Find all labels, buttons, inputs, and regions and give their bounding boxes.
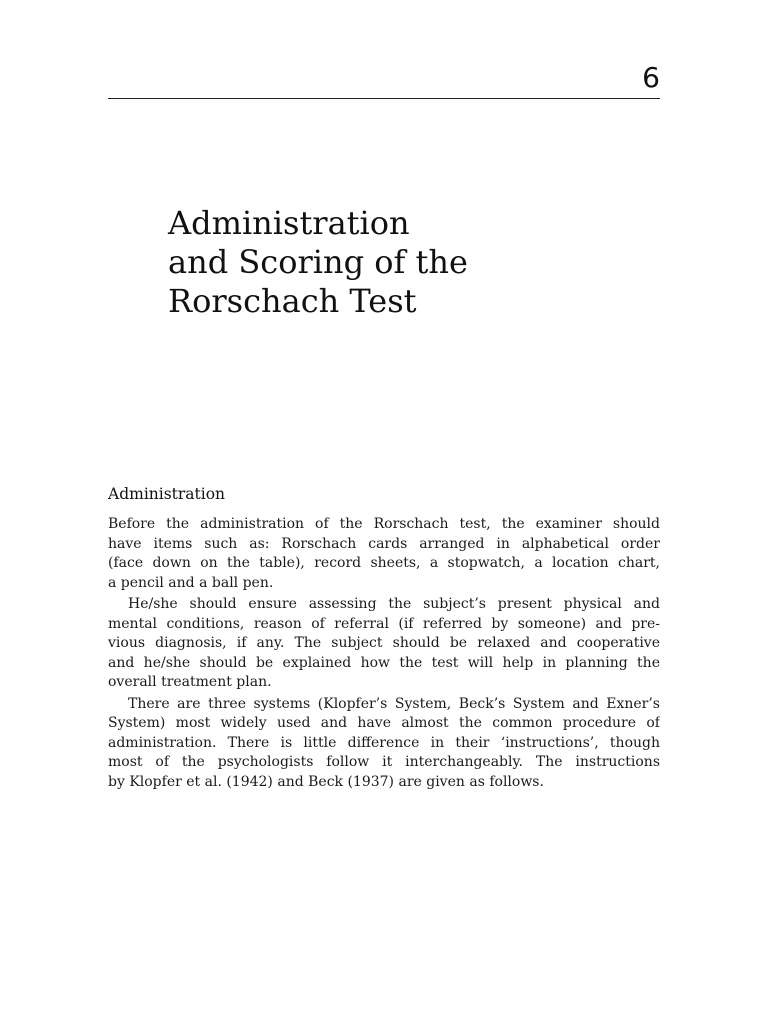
text-line: and he/she should be explained how the test will help in planning the: [108, 654, 660, 671]
text-line: a pencil and a ball pen.: [108, 574, 274, 591]
text-line: vious diagnosis, if any. The subject should be relaxed and cooperative: [108, 635, 660, 651]
text-line: (face down on the table), record sheets, a stopwatch, a location chart,: [108, 555, 660, 571]
text-line: System) most widely used and have almost the common procedure of: [108, 715, 660, 731]
paragraph: [108, 695, 660, 793]
paragraph: [108, 595, 660, 693]
header-rule: [108, 98, 660, 99]
paragraph: [108, 515, 660, 593]
chapter-title: [168, 204, 588, 321]
text-line: overall treatment plan.: [108, 674, 272, 690]
text-line: Before the administration of the Rorschach test, the examiner should: [108, 516, 660, 532]
body-text: [108, 515, 660, 794]
chapter-number: 6: [642, 61, 660, 94]
text-line: mental conditions, reason of referral (if referred by someone) and pre-: [108, 615, 660, 632]
chapter-title-line: Administration: [168, 204, 410, 242]
text-line: administration. There is little difference in their ‘instructions’, though: [108, 734, 660, 751]
chapter-title-line: and Scoring of the: [168, 243, 468, 281]
text-line: most of the psychologists follow it interchangeably. The instructions: [108, 754, 660, 770]
text-line: There are three systems (Klopfer’s System, Beck’s System and Exner’s: [128, 695, 660, 712]
chapter-title-line: Rorschach Test: [168, 282, 417, 320]
section-heading: Administration: [108, 485, 226, 503]
text-line: have items such as: Rorschach cards arranged in alphabetical order: [108, 535, 660, 552]
text-line: by Klopfer et al. (1942) and Beck (1937) are given as follows.: [108, 773, 544, 790]
text-line: He/she should ensure assessing the subject’s present physical and: [128, 596, 660, 612]
